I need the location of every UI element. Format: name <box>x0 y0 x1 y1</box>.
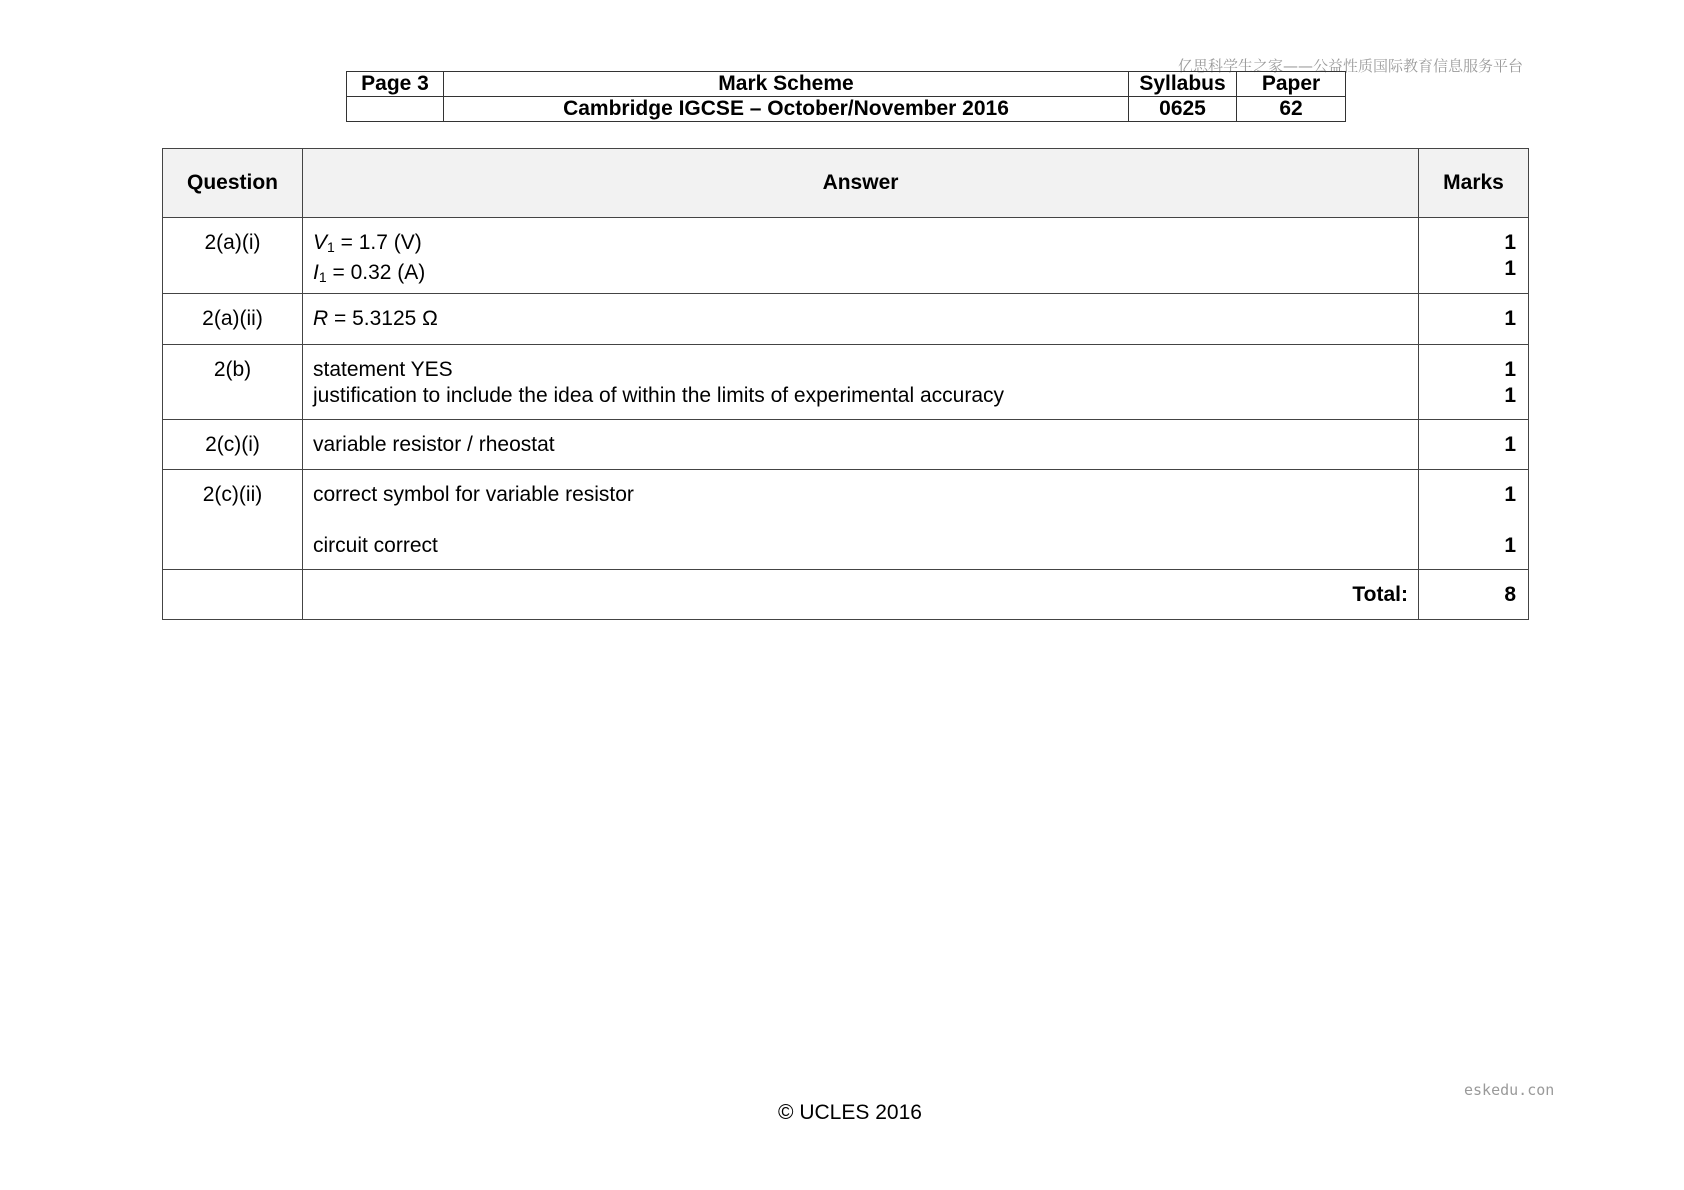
column-header-question: Question <box>163 149 303 218</box>
answer-cell <box>303 218 1419 294</box>
answer-line: circuit correct <box>313 534 438 557</box>
syllabus-code: 0625 <box>1129 97 1237 122</box>
header-table <box>346 71 1346 122</box>
page-number: Page 3 <box>347 72 444 97</box>
question-number: 2(a)(ii) <box>163 294 303 345</box>
answer-line: correct symbol for variable resistor <box>313 483 634 506</box>
paper-number: 62 <box>1237 97 1346 122</box>
empty-cell <box>347 97 444 122</box>
marks-cell: 1 <box>1419 420 1529 470</box>
answer-cell <box>303 294 1419 345</box>
syllabus-label: Syllabus <box>1129 72 1237 97</box>
answer-cell <box>303 345 1419 420</box>
table-header-row <box>163 149 1529 218</box>
table-row <box>163 470 1529 570</box>
marks-cell: 1 <box>1419 294 1529 345</box>
total-label: Total: <box>303 570 1419 620</box>
column-header-marks: Marks <box>1419 149 1529 218</box>
table-row <box>163 294 1529 345</box>
answer-cell <box>303 420 1419 470</box>
empty-cell <box>163 570 303 620</box>
answer-line: statement YES <box>313 358 453 381</box>
total-row <box>163 570 1529 620</box>
document-title: Mark Scheme <box>444 72 1129 97</box>
marks-cell: 1 1 <box>1419 345 1529 420</box>
marks-cell: 1 1 <box>1419 218 1529 294</box>
table-row <box>163 218 1529 294</box>
answer-line: $V_1 = 1.7$ (V) <box>313 231 422 255</box>
answer-line: justification to include the idea of within the limits of experimental accuracy <box>313 384 1005 407</box>
watermark-url: eskedu.con <box>1464 1081 1555 1099</box>
question-number: 2(a)(i) <box>163 218 303 294</box>
marks-cell: 1 1 <box>1419 470 1529 570</box>
copyright-footer: © UCLES 2016 <box>778 1101 922 1124</box>
answer-cell <box>303 470 1419 570</box>
header-row-1 <box>347 72 1346 97</box>
mark-scheme-table <box>162 148 1529 620</box>
answer-line: variable resistor / rheostat <box>313 433 555 456</box>
watermark-text: 亿思科学生之家——公益性质国际教育信息服务平台 <box>1178 57 1524 75</box>
column-header-answer: Answer <box>303 149 1419 218</box>
question-number: 2(c)(i) <box>163 420 303 470</box>
answer-line: $I_1 = 0.32$ (A) <box>313 261 426 285</box>
table-row <box>163 420 1529 470</box>
question-number: 2(b) <box>163 345 303 420</box>
paper-label: Paper <box>1237 72 1346 97</box>
table-row <box>163 345 1529 420</box>
question-number: 2(c)(ii) <box>163 470 303 570</box>
answer-line: R = 5.3125 Ω <box>313 307 438 330</box>
total-value: 8 <box>1419 570 1529 620</box>
header-row-2 <box>347 97 1346 122</box>
document-subtitle: Cambridge IGCSE – October/November 2016 <box>444 97 1129 122</box>
